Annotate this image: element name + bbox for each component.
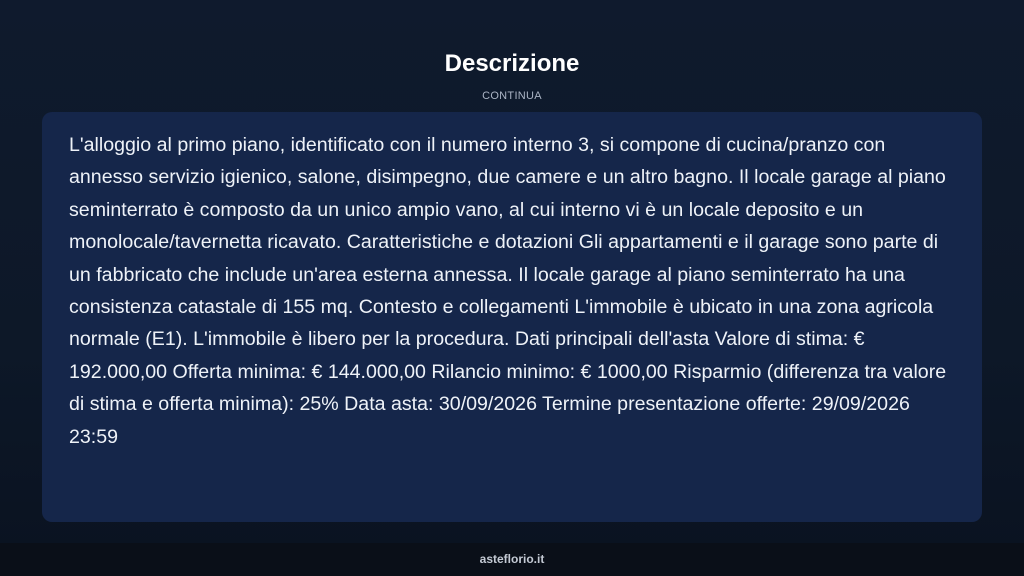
page-subtitle: CONTINUA xyxy=(482,90,542,102)
footer-site-name: asteflorio.it xyxy=(479,552,545,566)
footer-bar xyxy=(0,543,1024,576)
page-title: Descrizione xyxy=(444,50,580,77)
description-card xyxy=(42,112,982,522)
description-text: L'alloggio al primo piano, identificato con il numero interno 3, si compone di cucina/pranzo con annesso servizio igienico, salone, disimpegno, due camere e un altro bagno. Il locale garage al piano seminterrato è composto da un unico ampio vano, al cui interno vi è un locale deposito e un monolocale/tavernetta ricavato. Caratteristiche e dotazioni Gli appartamenti e il garage sono parte di un fabbricato che include un'area esterna annessa. Il locale garage al piano seminterrato ha una consistenza catastale di 155 mq. Contesto e collegamenti L'immobile è ubicato in una zona agricola normale (E1). L'immobile è libero per la procedura. Dati principali dell'asta Valore di stima: € 192.000,00 Offerta minima: € 144.000,00 Rilancio minimo: € 1000,00 Risparmio (differenza tra valore di stima e offerta minima): 25% Data asta: 30/09/2026 Termine presentazione offerte: 29/09/2026 23:59 xyxy=(69,134,947,448)
